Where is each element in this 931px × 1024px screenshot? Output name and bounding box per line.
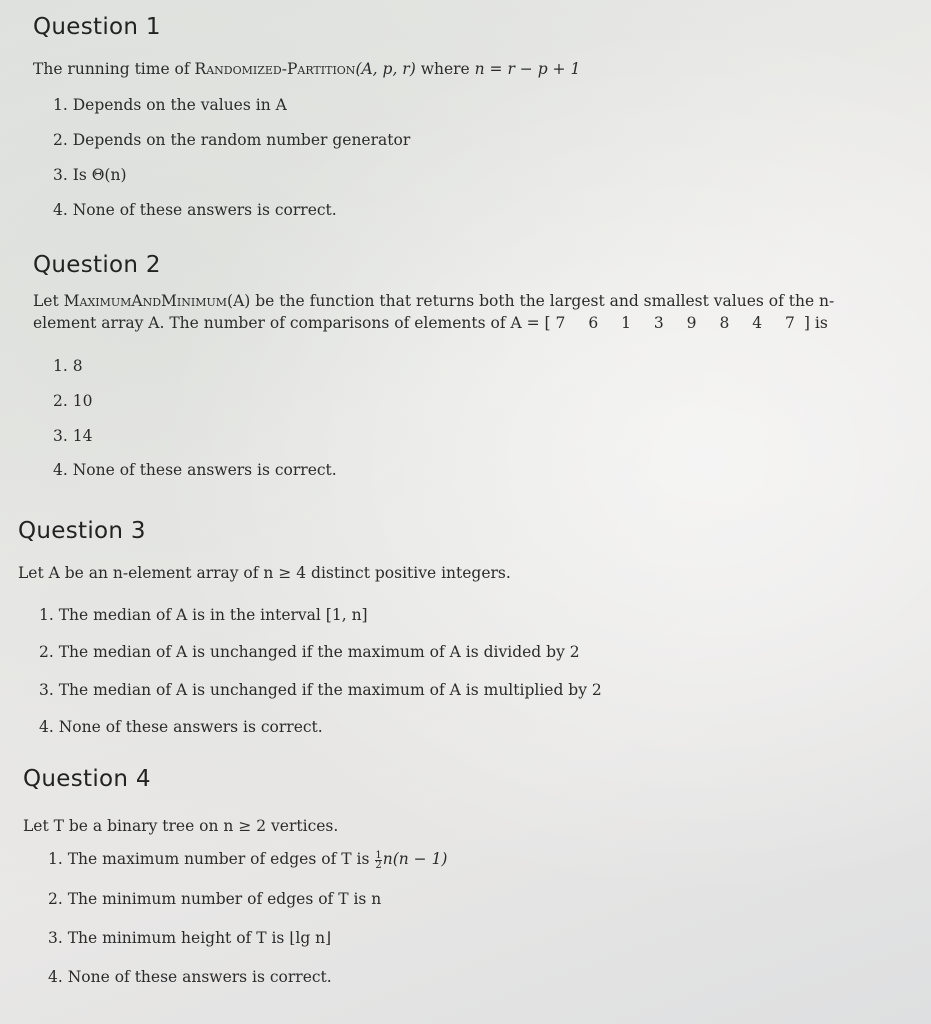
stem-text: (A) be the function that returns both the largest and smallest values of the n- — [227, 292, 835, 310]
question-2-title: Question 2 — [33, 252, 161, 278]
fraction-denominator: 2 — [375, 859, 382, 871]
function-name: Randomized-Partition — [194, 60, 356, 78]
q4-option-3: 3. The minimum height of T is ⌊lg n⌋ — [48, 929, 332, 947]
stem-text: where — [415, 60, 475, 78]
question-1-title: Question 1 — [33, 14, 161, 40]
option-text: 1. The maximum number of edges of T is — [48, 850, 375, 868]
q4-option-1 — [48, 850, 447, 870]
q2-option-2: 2. 10 — [53, 392, 93, 410]
question-2-stem-line-1 — [33, 290, 834, 312]
stem-text: The running time of — [33, 60, 195, 78]
stem-text: element array A. The number of comparisons of elements of A = [ — [33, 314, 551, 332]
question-4-stem: Let T be a binary tree on n ≥ 2 vertices. — [23, 817, 339, 835]
equation: n = r − p + 1 — [474, 60, 581, 78]
q4-option-2: 2. The minimum number of edges of T is n — [48, 890, 382, 908]
q1-option-2: 2. Depends on the random number generator — [53, 131, 411, 149]
function-args: (A, p, r) — [355, 60, 416, 78]
function-name: MaximumAndMinimum — [63, 292, 228, 310]
q2-option-3: 3. 14 — [53, 427, 93, 445]
question-1-stem — [33, 58, 580, 80]
q2-option-1: 1. 8 — [53, 357, 83, 375]
q3-option-2: 2. The median of A is unchanged if the maximum of A is divided by 2 — [39, 643, 580, 661]
option-expression: n(n − 1) — [382, 850, 448, 868]
question-3-stem: Let A be an n-element array of n ≥ 4 distinct positive integers. — [18, 564, 511, 582]
fraction — [375, 851, 381, 870]
question-4-title: Question 4 — [23, 766, 151, 792]
stem-text: Let — [33, 292, 64, 310]
q3-option-3: 3. The median of A is unchanged if the maximum of A is multiplied by 2 — [39, 681, 602, 699]
q1-option-4: 4. None of these answers is correct. — [53, 201, 337, 219]
q1-option-3: 3. Is Θ(n) — [53, 166, 127, 184]
q1-option-1: 1. Depends on the values in A — [53, 96, 287, 114]
fraction-numerator: 1 — [375, 849, 382, 861]
array-values: 7 6 1 3 9 8 4 7 — [555, 314, 804, 332]
q2-option-4: 4. None of these answers is correct. — [53, 461, 337, 479]
q3-option-4: 4. None of these answers is correct. — [39, 718, 323, 736]
q3-option-1: 1. The median of A is in the interval [1, n] — [39, 606, 368, 624]
stem-text: ] is — [803, 314, 828, 332]
q4-option-4: 4. None of these answers is correct. — [48, 968, 332, 986]
question-3-title: Question 3 — [18, 518, 146, 544]
question-2-stem-line-2 — [33, 312, 828, 334]
